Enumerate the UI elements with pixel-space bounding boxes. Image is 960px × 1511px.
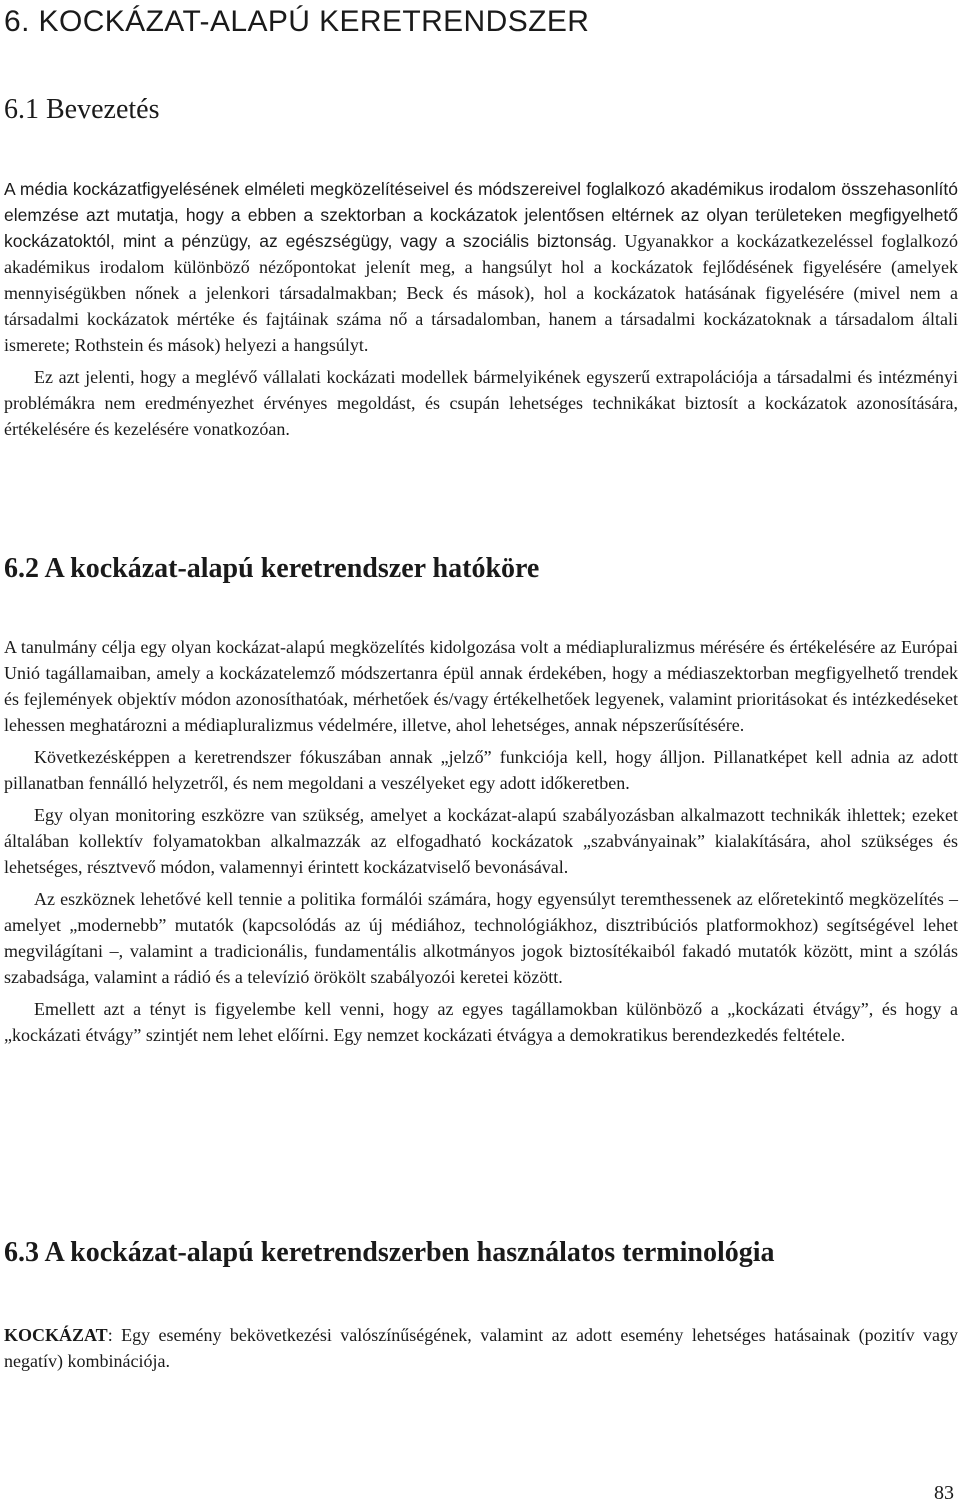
paragraph: Az eszköznek lehetővé kell tennie a politika formálói számára, hogy egyensúlyt teremthessenek az előretekintő megközelítés – amelyet „modernebb” mutatók (kapcsolódás az új médiához, technológiákhoz, disztribúciós platformokhoz) segítségével lehet megvilágítani –, valamint a tradicionális, fundamentális alkotmányos jogok biztosítékaiból fakadó mutatók között, mint a szólás szabadsága, valamint a rádió és a televízió örökölt szabályozói keretei között. bbox=[4, 889, 958, 987]
term-definition-text: : Egy esemény bekövetkezési valószínűségének, valamint az adott esemény lehetséges hatásainak (pozitív vagy negatív) kombinációja. bbox=[4, 1325, 958, 1371]
section-heading-scope: 6.2 A kockázat-alapú keretrendszer hatóköre bbox=[4, 553, 540, 584]
page-number: 83 bbox=[934, 1482, 954, 1504]
paragraph: A tanulmány célja egy olyan kockázat-alapú megközelítés kidolgozása volt a médiapluralizmus mérésére és értékelésére az Európai Unió tagállamaiban, amely a kockázatelemző módszertanra épül annak érdekében, hogy a médiaszektorban megfigyelhető trendek és fejlemények objektív módon azonosíthatóak, mérhetőek és/vagy értékelhetőek legyenek, valamint prioritásokat és intézkedéseket lehessen meghatározni a médiapluralizmus védelmére, illetve, ahol lehetséges, annak népszerűsítésére. bbox=[4, 637, 958, 735]
paragraph: Ez azt jelenti, hogy a meglévő vállalati kockázati modellek bármelyikének egyszerű extrapolációja a társadalmi és intézményi problémákra nem eredményezhet érvényes megoldást, és csupán lehetséges technikákat biztosít a kockázatok azonosítására, értékelésére és kezelésére vonatkozóan. bbox=[4, 367, 958, 439]
section-heading-introduction: 6.1 Bevezetés bbox=[4, 94, 160, 125]
section-body-terminology bbox=[4, 1322, 958, 1380]
section-heading-terminology: 6.3 A kockázat-alapú keretrendszerben használatos terminológia bbox=[4, 1237, 775, 1268]
paragraph-sans-part: A média kockázatfigyelésének elméleti megközelítéseivel és módszereivel foglalkozó akadémikus irodalom összehasonlító elemzése azt mutatja, hogy a ebben a szektorban a kockázatok jelentősen eltérnek az olyan területeken megfigyelhető kockázatoktól, mint a pénzügy, az egészségügy, vagy a szociális biztonság. bbox=[4, 179, 958, 251]
chapter-title: 6. KOCKÁZAT-ALAPÚ KERETRENDSZER bbox=[4, 5, 590, 38]
term-label: KOCKÁZAT bbox=[4, 1325, 108, 1345]
paragraph: Emellett azt a tényt is figyelembe kell venni, hogy az egyes tagállamokban különböző a „kockázati étvágy”, és hogy a „kockázati étvágy” szintjét nem lehet előírni. Egy nemzet kockázati étvágya a demokratikus berendezkedés feltétele. bbox=[4, 999, 958, 1045]
section-body-scope bbox=[4, 634, 958, 1054]
paragraph-serif-part: Ugyanakkor a kockázatkezeléssel foglalkozó akadémikus irodalom különböző nézőpontokat jelenít meg, a hangsúlyt hol a kockázatok fejlődésének figyelésére (amelyek mennyiségükben nőnek a jelenkori társadalmakban; Beck és mások), hol a kockázatok hatásának figyelésére (mivel nem a társadalmi kockázatok mértéke és fajtáinak száma nő a társadalomban, hanem a társadalmi kockázatoknak a társadalom általi ismerete; Rothstein és mások) helyezi a hangsúlyt. bbox=[4, 231, 958, 355]
section-body-introduction bbox=[4, 176, 958, 448]
paragraph bbox=[4, 176, 958, 358]
paragraph: Következésképpen a keretrendszer fókuszában annak „jelző” funkciója kell, hogy álljon. Pillanatképet kell adnia az adott pillanatban fennálló helyzetről, és nem megoldani a veszélyeket egy adott időkeretben. bbox=[4, 747, 958, 793]
paragraph: Egy olyan monitoring eszközre van szükség, amelyet a kockázat-alapú szabályozásban alkalmazott technikák ihlettek; ezeket általában kollektív folyamatokban alkalmazzák az elfogadható kockázatok „szabványainak” kialakítására, ahol szükséges és lehetséges, résztvevő módon, valamennyi érintett kockázatviselő bevonásával. bbox=[4, 805, 958, 877]
term-definition bbox=[4, 1322, 958, 1374]
